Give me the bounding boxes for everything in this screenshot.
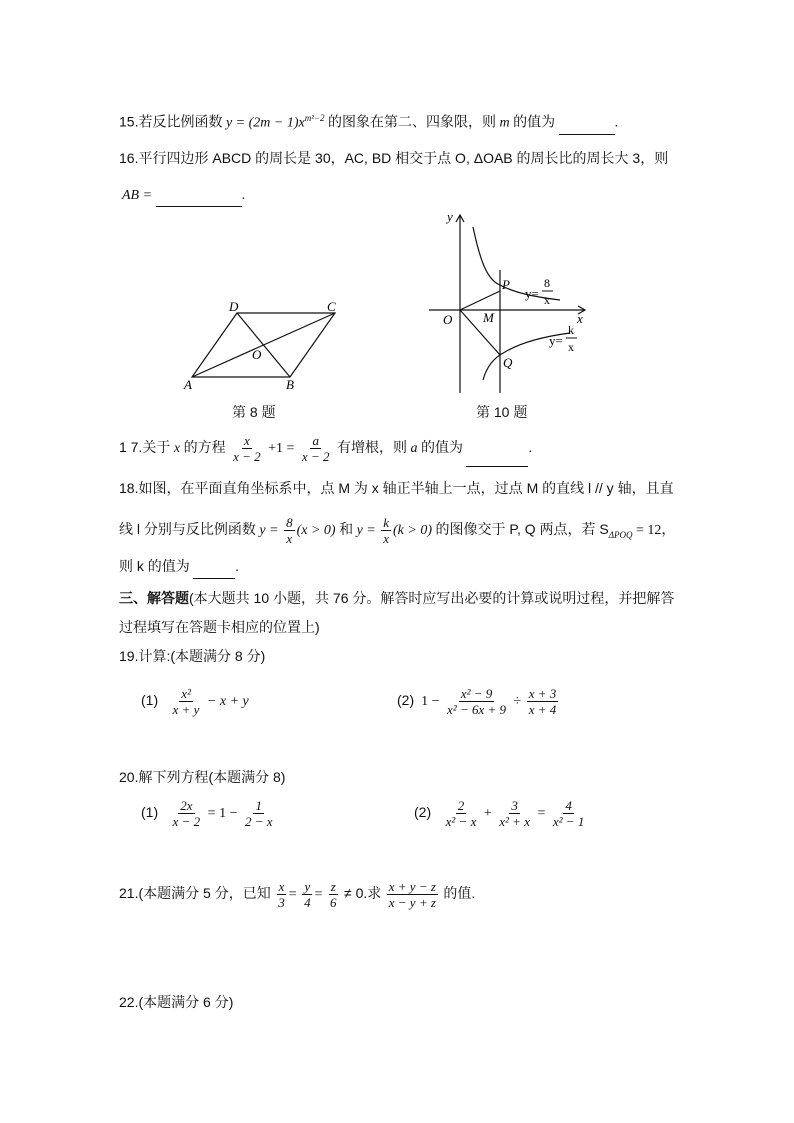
label-m: M — [483, 310, 494, 325]
answer-blank[interactable] — [156, 186, 242, 207]
answer-blank[interactable] — [559, 114, 615, 135]
label-c: C — [327, 299, 336, 314]
question-20-title: 20.解下列方程(本题满分 8) — [119, 769, 286, 785]
answer-blank[interactable] — [193, 558, 235, 579]
question-16-line2: AB = . — [122, 186, 245, 207]
label-d: D — [229, 299, 239, 314]
label-q: Q — [503, 355, 513, 370]
segment-oq — [460, 310, 500, 355]
figure-10-coordinate-plane — [425, 205, 595, 395]
question-19-part1: (1) $\frac{\text{x²}}{x + y}$ − x + y — [141, 686, 249, 718]
question-17: 1 7.关于 x 的方程 $\frac{x}{x - 2}$ +1 = $\frac{a}{x - 2}$ 有增根，则 a 的值为 . — [119, 430, 532, 467]
label-x-axis: x — [577, 311, 583, 326]
section-3-heading: 三、解答题(本大题共 10 小题，共 76 分。解答时应写出必要的计算或说明过程，并把解答 — [119, 590, 675, 606]
question-20-part2: (2) $\frac{2}{\text{x² − x}}$ + $\frac{3}{\text{x² + x}}$ = $\frac{4}{\text{x² − 1}}$ — [414, 798, 585, 830]
question-22-title: 22.(本题满分 6 分) — [119, 994, 234, 1010]
label-p: P — [502, 277, 510, 292]
svg-text:x: x — [544, 293, 550, 307]
svg-text:k: k — [568, 323, 574, 337]
question-18-line1: 18.如图，在平面直角坐标系中，点 M 为 x 轴正半轴上一点，过点 M 的直线 l // y 轴，且直 — [119, 480, 674, 496]
section-3-heading-line2: 过程填写在答题卡相应的位置上) — [119, 619, 320, 635]
question-18-line2: 线 l 分别与反比例函数 y = $\frac{8}{x}$ (x > 0) 和 y = $\frac{k}{x}$ (k > 0) 的图像交于 P, Q 两点，若 $S_{\Delta POQ} = 12$， — [119, 515, 676, 547]
label-b: B — [286, 377, 294, 392]
svg-text:y=: y= — [549, 333, 563, 348]
svg-text:8: 8 — [544, 276, 550, 290]
question-19-title: 19.计算:(本题满分 8 分) — [119, 648, 266, 664]
segment-op — [460, 291, 500, 310]
label-origin: O — [443, 312, 453, 327]
answer-blank[interactable] — [466, 432, 528, 467]
figure-8-parallelogram — [180, 295, 350, 395]
figure-10-caption: 第 10 题 — [476, 404, 528, 420]
curve1-equation-label — [525, 276, 553, 307]
question-19-part2: (2) 1 − $\frac{\text{x² − 9}}{\text{x² − 6x + 9}}$ ÷ $\frac{x + 3}{x + 4}$ — [397, 686, 557, 718]
question-16-line1: 16.平行四边形 ABCD 的周长是 30，AC, BD 相交于点 O, ΔOAB 的周长比的周长大 3，则 — [119, 150, 669, 166]
question-20-part1: (1) $\frac{2x}{x - 2}$ = 1 − $\frac{1}{2 - x}$ — [141, 798, 273, 830]
label-y-axis: y — [447, 209, 453, 224]
question-18-line3: 则 k 的值为 . — [119, 556, 239, 579]
diagonal-bd — [237, 313, 290, 377]
svg-text:y=: y= — [525, 286, 539, 301]
label-o: O — [252, 347, 262, 362]
svg-text:x: x — [568, 340, 574, 354]
label-a: A — [184, 377, 192, 392]
figure-8-caption: 第 8 题 — [232, 404, 276, 420]
curve2-equation-label — [549, 323, 577, 354]
question-15: 15.若反比例函数 $y = (2m - 1)x^{m^2-2}$ 的图象在第二、四象限，则 m 的值为 . — [119, 108, 618, 135]
question-21: 21.(本题满分 5 分，已知 $\frac{x}{3}$ = $\frac{y}{4}$ = $\frac{z}{6}$ ≠ 0.求 $\frac{x + y - z}{x - y + z}$ 的值. — [119, 879, 476, 911]
